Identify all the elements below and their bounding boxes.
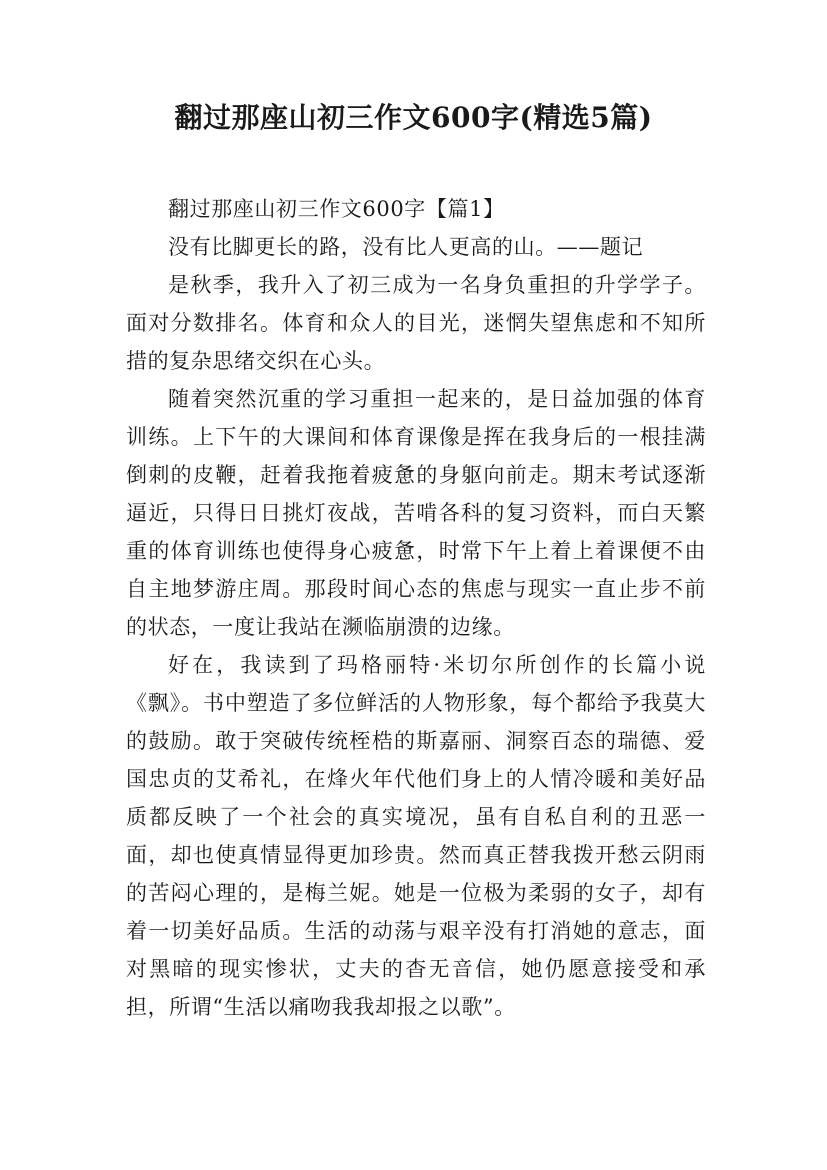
document-title: 翻过那座山初三作文600字(精选5篇): [174, 101, 653, 134]
paragraph: 随着突然沉重的学习重担一起来的，是日益加强的体育训练。上下午的大课间和体育课像是挥在我身后的一根挂满倒刺的皮鞭，赶着我拖着疲惫的身躯向前走。期末考试逐渐逼近，只得日日挑灯夜战，苦啃各科的复习资料，而白天繁重的体育训练也使得身心疲惫，时常下午上着上着课便不由自主地梦游庄周。那段时间心态的焦虑与现实一直止步不前的状态，一度让我站在濒临崩溃的边缘。: [126, 387, 706, 639]
paragraph: 是秋季，我升入了初三成为一名身负重担的升学学子。面对分数排名。体育和众人的目光，迷惘失望焦虑和不知所措的复杂思绪交织在心头。: [126, 273, 706, 373]
epigraph: 没有比脚更长的路，没有比人更高的山。——题记: [168, 235, 644, 259]
section-heading: 翻过那座山初三作文600字【篇1】: [168, 197, 505, 221]
paragraph: 好在，我读到了玛格丽特·米切尔所创作的长篇小说《飘》。书中塑造了多位鲜活的人物形象，每个都给予我莫大的鼓励。敢于突破传统桎梏的斯嘉丽、洞察百态的瑞德、爱国忠贞的艾希礼，在烽火年代他们身上的人情冷暖和美好品质都反映了一个社会的真实境况，虽有自私自利的丑恶一面，却也使真情显得更加珍贵。然而真正替我拨开愁云阴雨的苦闷心理的，是梅兰妮。她是一位极为柔弱的女子，却有着一切美好品质。生活的动荡与艰辛没有打消她的意志，面对黑暗的现实惨状，丈夫的杳无音信，她仍愿意接受和承担，所谓“生活以痛吻我我却报之以歌”。: [126, 653, 706, 1019]
document-body: [126, 190, 706, 1026]
